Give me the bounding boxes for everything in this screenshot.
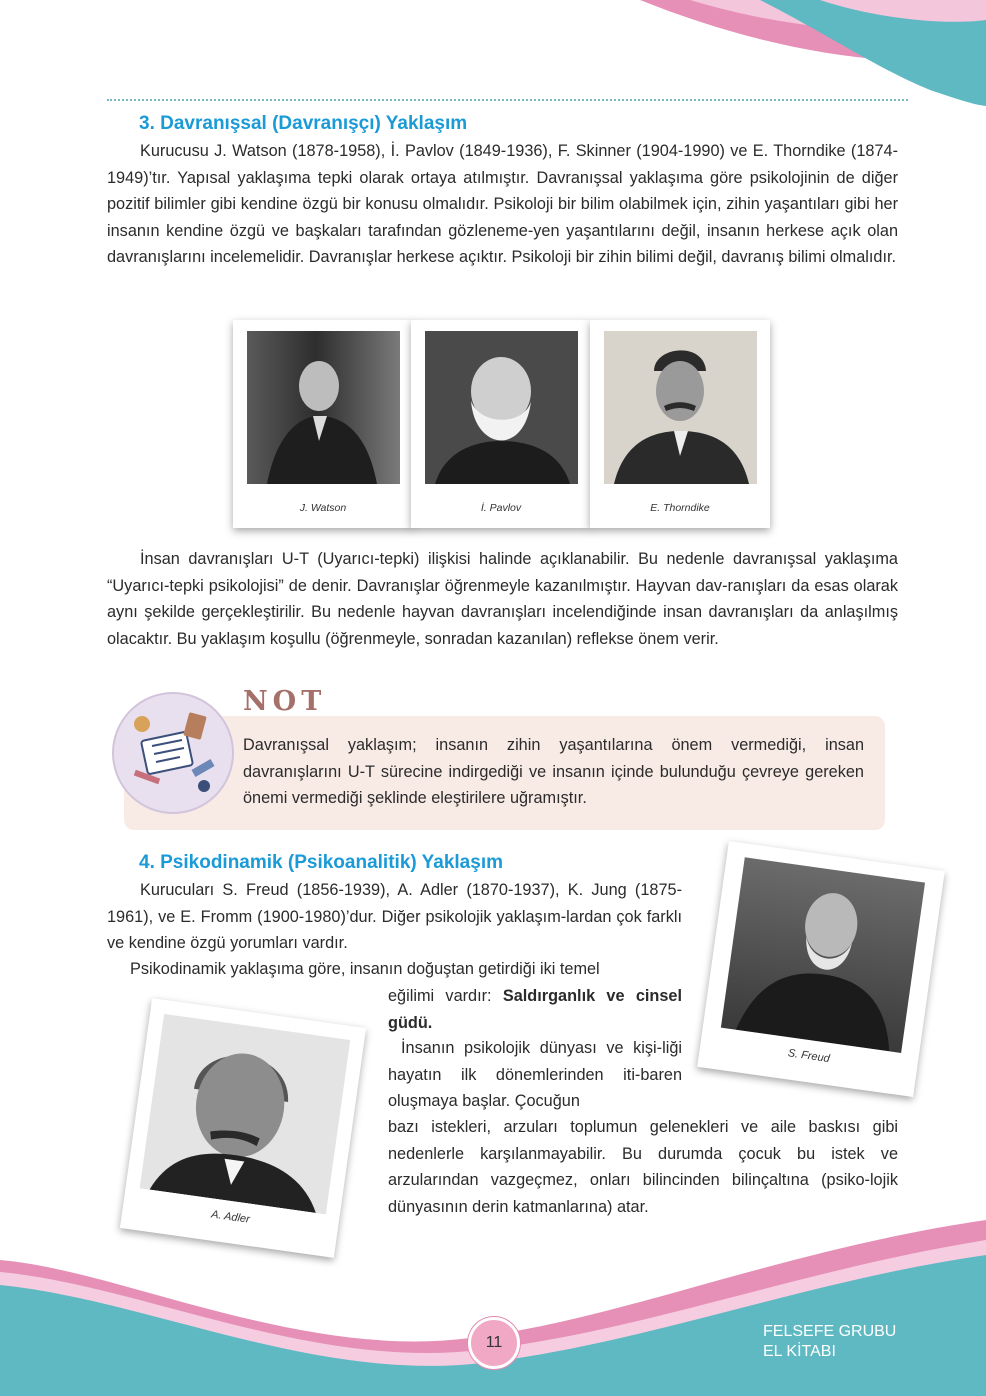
para2-bold-text: Saldırganlık ve cinsel güdü.	[388, 987, 682, 1032]
section4-paragraph2-line1: Psikodinamik yaklaşıma göre, insanın doğuştan getirdiği iki temel	[130, 960, 600, 978]
section3-paragraph1: Kurucusu J. Watson (1878-1958), İ. Pavlov (1849-1936), F. Skinner (1904-1990) ve E. Thorndike (1874-1949)’tır. Yapısal yaklaşıma tepki olarak ortaya atılmıştır. Davranışsal yaklaşıma göre psikolojinin de diğer pozitif bilimler gibi kendine özgü bir konusu olmalıdır. Psikoloji bir bilim olabilmek için, zihin yaşantıları gibi her insanın kendine özgü ve başkaları tarafından gözleneme-yen yaşantılarını değil, insanın herkese açık olan davranışlarını incelemelidir. Davranışlar herkese açıktır. Psikoloji bir zihin bilimi değil, davranış bilimi olmalıdır.	[107, 142, 898, 266]
section4-paragraph3b: bazı istekleri, arzuları toplumun gelenekleri ve aile baskısı gibi nedenlerle karşılanmayabilir. Bu durumda çocuk bu istek ve arzularından vazgeçmez, onları bilincinden bilinçaltına (psiko-lojik dünyasının derin katmanlarına) atar.	[388, 1118, 898, 1216]
caption-adler: A. Adler	[210, 1208, 251, 1226]
photo-card-thorndike	[590, 320, 770, 528]
photo-card-pavlov	[411, 320, 591, 528]
footer-line2: EL KİTABI	[763, 1343, 836, 1360]
caption-freud: S. Freud	[787, 1047, 831, 1066]
thorndike-portrait	[604, 331, 757, 484]
section3-paragraph2: İnsan davranışları U-T (Uyarıcı-tepki) ilişkisi halinde açıklanabilir. Bu nedenle davranışsal yaklaşıma “Uyarıcı-tepki psikolojisi” de denir. Davranışlar öğrenmeyle kazanılmıştır. Hayvan dav-ranışları da esas olarak aynı şekilde gerçekleştirilir. Bu nedenle hayvan davranışları incelendiğinde insan davranışları da anlaşılmış olacaktır. Bu yaklaşım koşullu (öğrenmeyle, sonradan kazanılan) reflekse önem verir.	[107, 550, 898, 648]
freud-portrait	[721, 857, 925, 1053]
caption-thorndike: E. Thorndike	[650, 502, 710, 514]
page-number: 11	[468, 1317, 520, 1369]
photo-card-freud	[697, 841, 945, 1097]
section4-paragraph2-rest	[388, 983, 682, 1036]
photo-card-watson	[233, 320, 413, 528]
note-title: NOT	[243, 686, 327, 717]
adler-portrait	[140, 1014, 351, 1214]
para2-prefix: eğilimi vardır:	[388, 987, 503, 1005]
caption-pavlov: İ. Pavlov	[480, 502, 522, 514]
dotted-divider	[107, 99, 908, 101]
pavlov-portrait	[425, 331, 578, 484]
section4-paragraph3a: İnsanın psikolojik dünyası ve kişi-liği hayatın ilk dönemlerinden iti-baren oluşmaya başlar. Çocuğun	[388, 1039, 682, 1110]
section4-paragraph1: Kurucuları S. Freud (1856-1939), A. Adler (1870-1937), K. Jung (1875-1961), ve E. Fromm (1900-1980)’dur. Diğer psikolojik yaklaşım-lardan çok farklı ve kendine özgü yorumları vardır.	[107, 881, 682, 952]
note-illustration-icon	[112, 692, 234, 814]
caption-watson: J. Watson	[299, 502, 347, 514]
section3-heading: 3. Davranışsal (Davranışçı) Yaklaşım	[139, 113, 468, 134]
footer-line1: FELSEFE GRUBU	[763, 1323, 897, 1340]
watson-portrait	[247, 331, 400, 484]
note-text: Davranışsal yaklaşım; insanın zihin yaşantılarına önem vermediği, insan davranışlarını U-T sürecine indirgediği ve insanın içinde bulunduğu çevreye gereken önemi vermediği şeklinde eleştirilere uğramıştır.	[243, 736, 864, 807]
section4-heading: 4. Psikodinamik (Psikoanalitik) Yaklaşım	[139, 852, 503, 873]
top-wave-decoration	[0, 0, 986, 130]
